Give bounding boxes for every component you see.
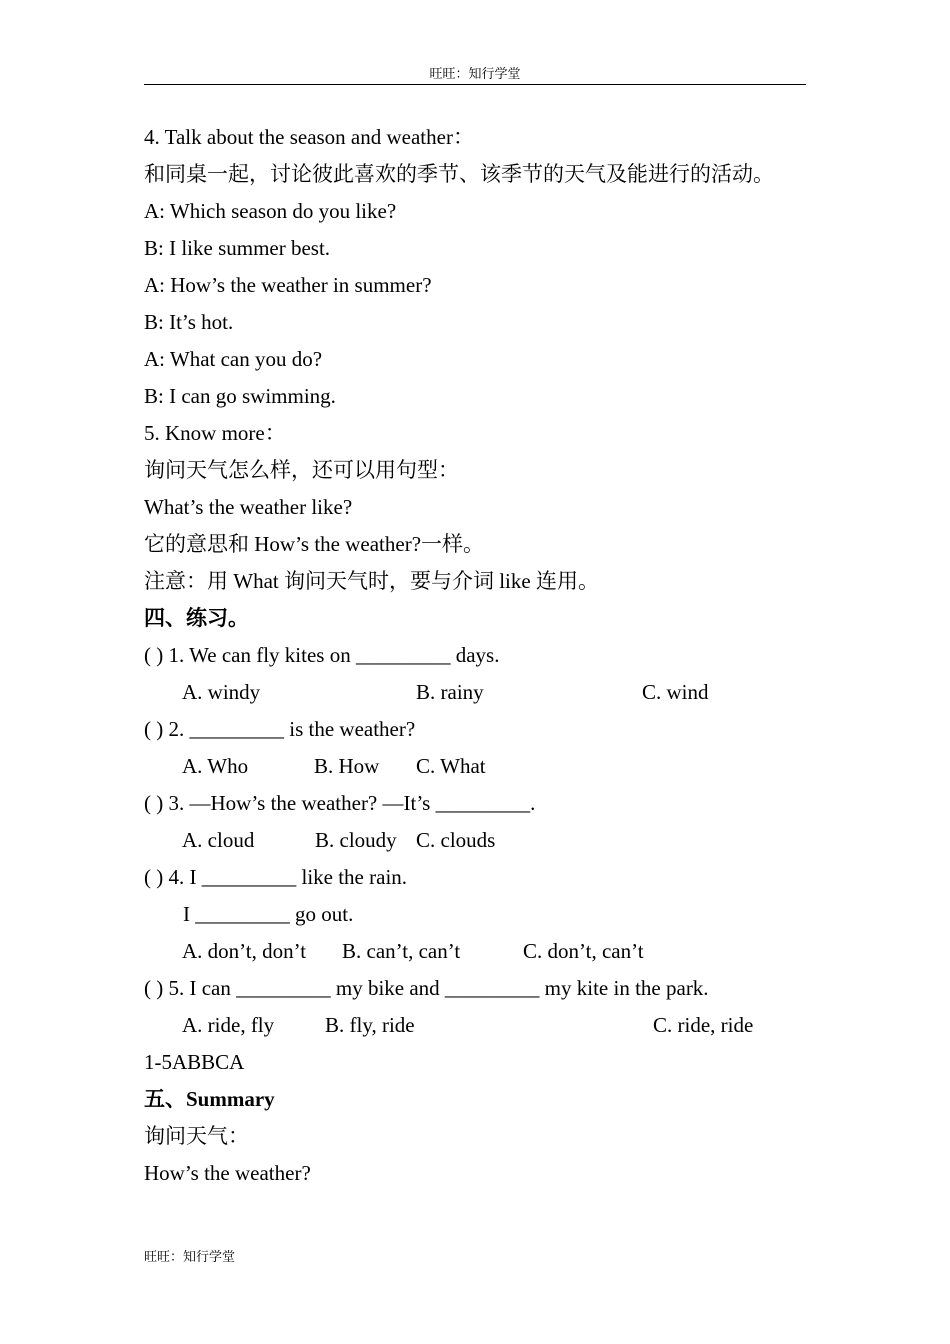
section4-title: 4. Talk about the season and weather： [144,125,474,149]
question-4: ( ) 4. I _________ like the rain. [144,865,408,889]
question-4-line2: I _________ go out. [183,902,354,926]
section5-line: 询问天气怎么样，还可以用句型： [144,458,459,482]
summary-heading: 五、Summary [144,1087,275,1111]
q5-option-a: A. ride, fly [182,1013,275,1037]
dialogue-line: A: What can you do? [144,347,323,371]
q4-option-a: A. don’t, don’t [182,939,307,963]
q5-option-b: B. fly, ride [325,1013,415,1037]
question-2: ( ) 2. _________ is the weather? [144,717,416,741]
q3-option-c: C. clouds [416,828,496,852]
dialogue-line: A: Which season do you like? [144,199,397,223]
page-header: 旺旺：知行学堂 [144,64,806,85]
section4-instruction: 和同桌一起，讨论彼此喜欢的季节、该季节的天气及能进行的活动。 [144,162,774,186]
practice-heading: 四、练习。 [144,606,249,630]
dialogue-line: B: I can go swimming. [144,384,336,408]
question-5: ( ) 5. I can _________ my bike and _________ my kite in the park. [144,976,709,1000]
dialogue-line: A: How’s the weather in summer? [144,273,432,297]
q2-option-c: C. What [416,754,486,778]
question-3: ( ) 3. —How’s the weather? —It’s _________. [144,791,536,815]
q1-option-a: A. windy [182,680,261,704]
summary-line: How’s the weather? [144,1161,311,1185]
q3-option-a: A. cloud [182,828,255,852]
section5-line: What’s the weather like? [144,495,353,519]
q2-option-b: B. How [314,754,380,778]
section5-line: 它的意思和 How’s the weather?一样。 [144,532,485,556]
q1-option-b: B. rainy [416,680,484,704]
q4-option-b: B. can’t, can’t [342,939,461,963]
q4-option-c: C. don’t, can’t [523,939,644,963]
section5-line: 注意：用 What 询问天气时，要与介词 like 连用。 [144,569,599,593]
q1-option-c: C. wind [642,680,709,704]
answer-key: 1-5ABBCA [144,1050,245,1074]
summary-line: 询问天气： [144,1124,249,1148]
question-1: ( ) 1. We can fly kites on _________ days. [144,643,500,667]
section5-title: 5. Know more： [144,421,286,445]
page-footer: 旺旺：知行学堂 [144,1249,236,1264]
dialogue-line: B: I like summer best. [144,236,331,260]
q2-option-a: A. Who [182,754,249,778]
dialogue-line: B: It’s hot. [144,310,234,334]
q3-option-b: B. cloudy [315,828,397,852]
q5-option-c: C. ride, ride [653,1013,754,1037]
